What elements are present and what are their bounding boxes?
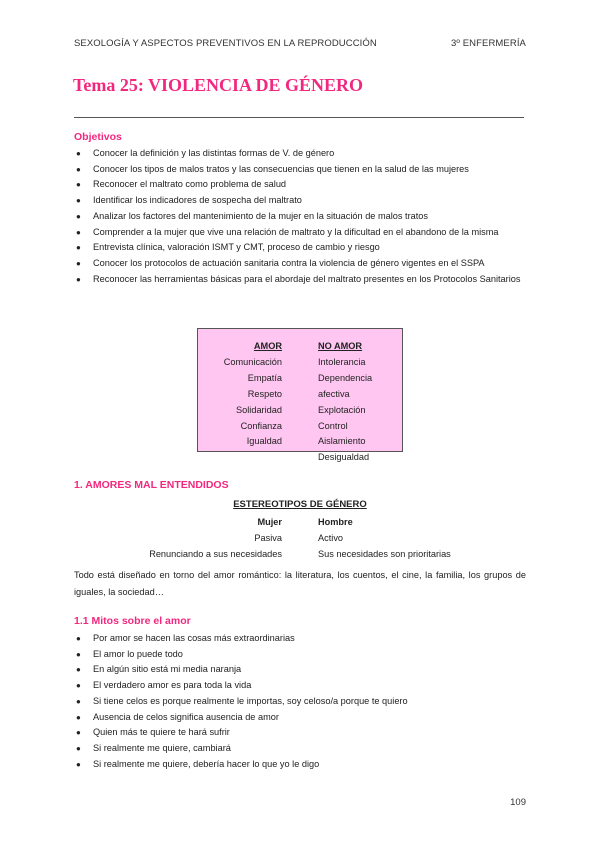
amor-item: Confianza [240,420,282,431]
mujer-column [149,514,282,562]
list-item: ● Si realmente me quiere, debería hacer lo que yo le digo [74,757,526,773]
list-item: ● Identificar los indicadores de sospecha del maltrato [74,193,526,209]
bullet-icon: ● [76,759,81,769]
bullet-icon: ● [76,164,81,174]
no-amor-item: Control [318,420,348,431]
amor-item: Solidaridad [236,404,282,415]
no-amor-item: Desigualdad [318,452,370,463]
amor-heading: AMOR [253,341,282,351]
header-grade: 3º ENFERMERÍA [451,38,526,49]
amor-column [224,339,282,450]
list-item: ● Por amor se hacen las cosas más extraordinarias [74,631,526,647]
list-item: ● Conocer la definición y las distintas formas de V. de género [74,146,526,162]
list-item: ● El verdadero amor es para toda la vida [74,678,526,694]
list-item: ● Analizar los factores del mantenimiento de la mujer en la situación de malos tratos [74,209,526,225]
bullet-icon: ● [76,634,81,643]
mujer-item: Pasiva [254,533,282,543]
list-item: ● Entrevista clínica, valoración ISMT y CMT, proceso de cambio y riesgo [74,240,526,256]
amor-item: Comunicación [223,356,282,367]
romantic-love-paragraph: Todo está diseñado en torno del amor romántico: la literatura, los cuentos, el cine, la familia, los grupos de iguales, la sociedad… [74,570,526,597]
bullet-icon: ● [76,274,81,284]
bullet-icon: ● [76,665,81,675]
bullet-icon: ● [76,243,81,253]
section-1-1-heading: 1.1 Mitos sobre el amor [74,615,191,627]
objetivos-heading: Objetivos [74,131,122,143]
list-item: ● Si tiene celos es porque realmente le importas, soy celoso/a porque te quiero [74,694,526,710]
stereotypes-title: ESTEREOTIPOS DE GÉNERO [233,499,367,510]
bullet-icon: ● [76,712,81,722]
no-amor-column [318,339,402,466]
amor-comparison-box [197,328,403,463]
bullet-icon: ● [76,696,81,706]
hombre-item: Activo [318,533,344,543]
no-amor-item: Intolerancia [318,356,366,367]
list-item: ● Reconocer las herramientas básicas para el abordaje del maltrato presentes en los Protocolos Sanitarios [74,272,526,288]
list-item: ● Comprender a la mujer que vive una relación de maltrato y la dificultad en el abandono de la misma [74,225,526,241]
list-item: ● El amor lo puede todo [74,647,526,663]
hombre-item: Sus necesidades son prioritarias [318,549,451,559]
bullet-icon: ● [76,227,81,237]
bullet-icon: ● [76,211,81,221]
title-divider [74,117,524,118]
list-item: ● Conocer los protocolos de actuación sanitaria contra la violencia de género vigentes en el SSPA [74,256,526,272]
list-item: ● Reconocer el maltrato como problema de salud [74,177,526,193]
bullet-icon: ● [76,743,81,753]
header-course: SEXOLOGÍA Y ASPECTOS PREVENTIVOS EN LA REPRODUCCIÓN [74,38,377,49]
list-item: ● Ausencia de celos significa ausencia de amor [74,710,526,726]
page-title: Tema 25: VIOLENCIA DE GÉNERO [73,75,364,95]
hombre-column [318,514,451,562]
bullet-icon: ● [76,258,81,268]
bullet-icon: ● [76,649,81,659]
section-1-heading: 1. AMORES MAL ENTENDIDOS [74,479,229,491]
list-item: ● Quien más te quiere te hará sufrir [74,725,526,741]
mujer-item: Renunciando a sus necesidades [149,549,282,559]
hombre-heading: Hombre [318,517,353,527]
bullet-icon: ● [76,196,81,206]
page-header [74,38,526,49]
list-item: ● En algún sitio está mi media naranja [74,662,526,678]
list-item: ● Conocer los tipos de malos tratos y las consecuencias que tienen en la salud de las mujeres [74,162,526,178]
no-amor-item: Aislamiento [318,436,366,447]
list-item: ● Si realmente me quiere, cambiará [74,741,526,757]
bullet-icon: ● [76,180,81,190]
objetivos-list [74,146,526,287]
page-number: 109 [510,797,526,808]
mujer-heading: Mujer [257,517,282,527]
no-amor-heading: NO AMOR [318,341,363,351]
mitos-list [74,631,526,772]
no-amor-item: Dependencia afectiva [318,372,373,399]
bullet-icon: ● [76,681,81,691]
amor-item: Igualdad [246,436,282,447]
amor-item: Empatía [247,372,282,383]
bullet-icon: ● [76,728,81,738]
amor-item: Respeto [247,388,282,399]
no-amor-item: Explotación [318,404,366,415]
bullet-icon: ● [76,149,81,158]
